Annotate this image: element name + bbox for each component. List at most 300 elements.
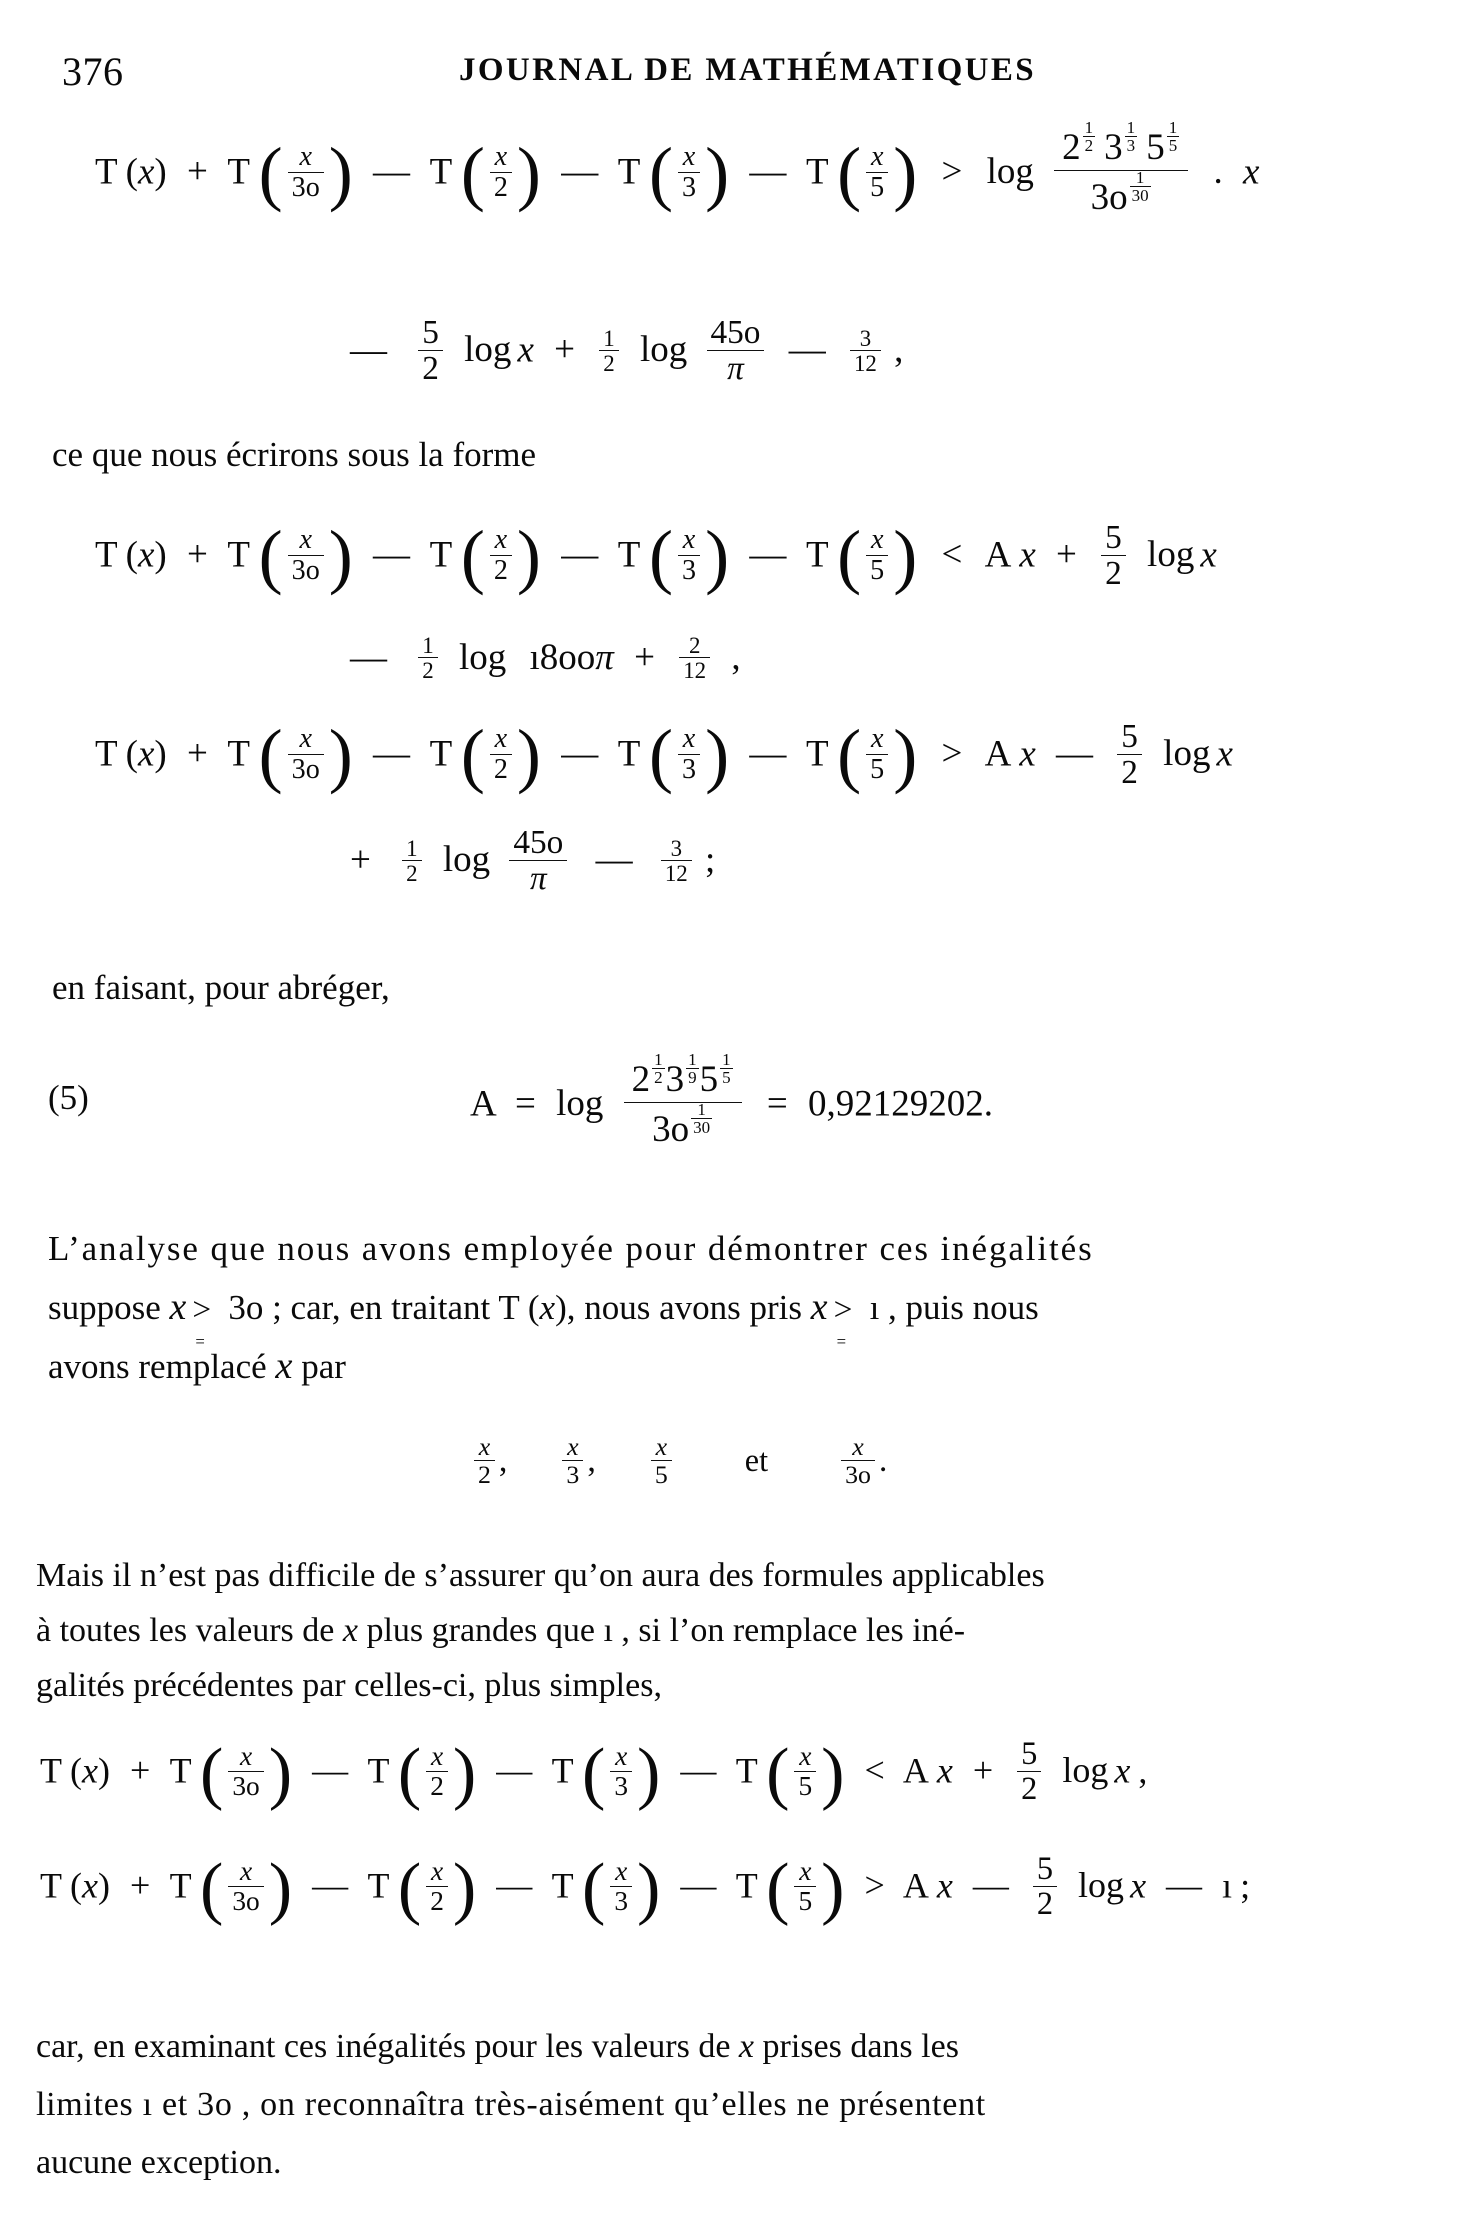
paren-right: ) xyxy=(268,1848,293,1927)
eq1-frac-x30 xyxy=(258,133,353,214)
eq7-T3: T xyxy=(367,1865,389,1906)
eq2-log: log xyxy=(1147,534,1195,576)
comma-1: , xyxy=(498,1442,508,1480)
paragraph-line: Mais il n’est pas difficile de s’assurer qu’on aura des formules applicables xyxy=(36,1557,1045,1594)
eq3-T3: T xyxy=(429,733,452,775)
eq1b-frac-1-2 xyxy=(599,327,618,376)
eq1b-log1: log xyxy=(464,329,512,371)
eq7-relation-gt: > xyxy=(864,1865,885,1906)
eq7-T5: T xyxy=(735,1865,758,1906)
eq3-relation-gt: > xyxy=(941,733,963,775)
exp-den: 5 xyxy=(722,1068,731,1088)
exp-den: 5 xyxy=(1168,136,1178,156)
numerator-5: 5 xyxy=(1121,718,1138,755)
denominator-5: 5 xyxy=(866,172,888,203)
paren-left: ( xyxy=(258,133,283,214)
paren-left: ( xyxy=(258,516,283,597)
denominator-5: 5 xyxy=(651,1460,672,1488)
eq7-T2: T xyxy=(169,1865,191,1906)
eq7-minus4: — xyxy=(972,1865,1009,1906)
exp-num: 1 xyxy=(722,1049,731,1069)
eq6-logx: x xyxy=(1114,1750,1131,1791)
exp-num: 1 xyxy=(1135,167,1145,187)
eq1b-frac-3-12 xyxy=(850,327,881,376)
text-run: ı , puis nous xyxy=(869,1288,1039,1327)
eq3-x: x xyxy=(137,733,155,775)
inline-x: x xyxy=(810,1286,828,1328)
denominator-2: 2 xyxy=(490,555,512,586)
frac-x-3 xyxy=(562,1434,583,1489)
base-2: 2 xyxy=(1062,127,1081,169)
eq1-frac-x2 xyxy=(460,133,541,214)
denominator-30: 3o xyxy=(228,1886,263,1916)
eq1-multiplication-dot: . xyxy=(1213,151,1223,193)
paren-left: ( xyxy=(648,715,673,796)
eq1-frac-x3 xyxy=(648,133,730,214)
eq1-T4: T xyxy=(617,151,640,193)
eq6-frac-x30 xyxy=(200,1733,293,1812)
exp-num: 1 xyxy=(1126,117,1136,137)
eq7-rparen: ) xyxy=(97,1865,110,1906)
eq1-plus: + xyxy=(186,151,208,193)
paragraph-line: galités précédentes par celles-ci, plus simples, xyxy=(36,1667,662,1704)
text-ce-que-nous-ecrirons: ce que nous écrirons sous la forme xyxy=(52,435,537,474)
eq3-log: log xyxy=(1163,733,1211,775)
eq1-T: T xyxy=(95,151,118,193)
eq6-frac-5-2 xyxy=(1017,1738,1041,1806)
eq6-relation-lt: < xyxy=(864,1750,885,1791)
paren-right: ) xyxy=(893,133,918,214)
eq2-logx: x xyxy=(1200,534,1217,576)
greater-or-equal-sign xyxy=(833,1291,864,1352)
eq2b-minus: — xyxy=(350,636,387,678)
eq6-rparen: ) xyxy=(97,1750,110,1791)
paren-left: ( xyxy=(397,1848,422,1927)
eq5-equals-2: = xyxy=(766,1083,788,1125)
denominator-5: 5 xyxy=(794,1771,816,1801)
paren-right: ) xyxy=(516,715,541,796)
paren-left: ( xyxy=(648,516,673,597)
numerator-x: x xyxy=(239,1741,253,1772)
eq3-rhs-x: x xyxy=(1019,733,1036,775)
eq3-T2: T xyxy=(227,733,250,775)
denominator-2: 2 xyxy=(490,172,512,203)
eq2-A: A xyxy=(984,534,1012,576)
numerator-3: 3 xyxy=(859,325,872,351)
denominator-2: 2 xyxy=(1101,555,1126,591)
exp-den: 3 xyxy=(1126,136,1136,156)
eq1-minus1: — xyxy=(373,151,411,193)
numerator-x: x xyxy=(799,1741,812,1772)
eq3b-frac-450-pi xyxy=(509,826,567,896)
text-run: avons remplacé xyxy=(48,1347,276,1386)
eq3b-semicolon: ; xyxy=(705,839,716,881)
denominator-5: 5 xyxy=(794,1886,816,1916)
eq3b-plus: + xyxy=(350,839,371,881)
denominator-12: 12 xyxy=(679,657,710,682)
eq1-relation-gt: > xyxy=(941,151,963,193)
log-denominator xyxy=(624,1099,742,1150)
eq7-minus1: — xyxy=(312,1865,349,1906)
paragraph-line xyxy=(36,2018,1436,2076)
equation-1-line-1 xyxy=(95,117,1260,222)
denominator-3: 3 xyxy=(610,1771,632,1801)
equation-7 xyxy=(40,1848,1251,1927)
eq3b-log: log xyxy=(442,839,491,881)
frac-x-5 xyxy=(651,1434,672,1489)
eq1-log-argument xyxy=(1054,117,1188,218)
eq3-logx: x xyxy=(1216,733,1233,775)
eq5-log-argument xyxy=(624,1049,742,1150)
eq5-value: 0,92129202. xyxy=(808,1083,994,1125)
eq7-x: x xyxy=(82,1865,98,1906)
paragraph-line: aucune exception. xyxy=(36,2144,282,2181)
numerator-1: 1 xyxy=(422,633,434,658)
eq6-T3: T xyxy=(367,1750,389,1791)
running-title: JOURNAL DE MATHÉMATIQUES xyxy=(458,52,1037,88)
paragraph-line xyxy=(48,1278,1428,1352)
eq1-rparen: ) xyxy=(154,151,167,193)
eq2-lparen: ( xyxy=(125,534,138,576)
denominator-30: 3o xyxy=(841,1460,875,1488)
eq1b-plus: + xyxy=(554,329,575,371)
paren-right: ) xyxy=(516,516,541,597)
running-head xyxy=(0,48,1465,102)
numerator-5: 5 xyxy=(1105,519,1122,556)
eq7-frac-x3 xyxy=(581,1848,661,1927)
numerator-x: x xyxy=(615,1856,628,1887)
eq1b-frac-450-pi xyxy=(707,316,765,386)
numerator-x: x xyxy=(852,1432,864,1461)
equation-1-line-2 xyxy=(350,314,904,388)
eq3-frac-x30 xyxy=(258,715,353,796)
eq5-log: log xyxy=(556,1083,604,1125)
eq2-x: x xyxy=(137,534,155,576)
text-run: à toutes les valeurs de xyxy=(36,1612,343,1649)
numerator-3: 3 xyxy=(670,835,683,861)
eq3-minus4: — xyxy=(1056,733,1094,775)
eq2b-pi: π xyxy=(595,636,614,678)
paragraph-car-en-examinant xyxy=(36,2018,1436,2192)
eq3-frac-x2 xyxy=(460,715,541,796)
eq-glyph: = xyxy=(836,1332,847,1352)
denominator-30: 3o xyxy=(288,754,324,785)
denominator-3: 3 xyxy=(678,555,700,586)
base-30: 3o xyxy=(1090,177,1128,218)
eq6-comma: , xyxy=(1138,1750,1148,1791)
paren-left: ( xyxy=(258,715,283,796)
paren-right: ) xyxy=(705,133,730,214)
eq3-plus: + xyxy=(186,733,208,775)
paren-left: ( xyxy=(200,1733,224,1812)
equation-number-5: (5) xyxy=(48,1078,89,1117)
eq2-rhs-x: x xyxy=(1019,534,1036,576)
eq6-T2: T xyxy=(169,1750,191,1791)
inline-x: x xyxy=(342,1612,358,1649)
denominator-pi: π xyxy=(509,860,567,896)
eq5-equals-1: = xyxy=(514,1083,536,1125)
eq1-T5: T xyxy=(805,151,828,193)
inline-x: x xyxy=(539,1288,556,1327)
eq7-minus5: — xyxy=(1166,1865,1203,1906)
eq2-relation-lt: < xyxy=(941,534,963,576)
equation-3-line-2 xyxy=(350,824,716,898)
denominator-12: 12 xyxy=(661,860,692,885)
eq3-lparen: ( xyxy=(125,733,138,775)
numerator-x: x xyxy=(799,1856,812,1887)
numerator-1: 1 xyxy=(603,325,615,351)
paren-left: ( xyxy=(460,133,485,214)
eq3-minus1: — xyxy=(373,733,411,775)
eq1-T3: T xyxy=(429,151,452,193)
log-numerator xyxy=(624,1049,742,1102)
equation-5 xyxy=(470,1049,994,1154)
numerator-x: x xyxy=(494,524,508,556)
numerator-x: x xyxy=(299,723,312,755)
eq1-rhs-x: x xyxy=(1242,151,1260,193)
eq1b-minus2: — xyxy=(788,329,826,371)
exp-den: 2 xyxy=(654,1068,663,1088)
eq2-frac-5-2 xyxy=(1101,521,1126,591)
eq6-T: T xyxy=(40,1750,62,1791)
exp-num: 1 xyxy=(697,1099,706,1119)
numerator-x: x xyxy=(430,1741,444,1772)
denominator-3: 3 xyxy=(678,172,700,203)
denominator-30: 3o xyxy=(228,1771,263,1801)
denominator-3: 3 xyxy=(610,1886,632,1916)
eq1b-minus1: — xyxy=(350,329,387,371)
numerator-x: x xyxy=(870,723,884,755)
log-denominator xyxy=(1054,167,1188,218)
paren-left: ( xyxy=(837,133,862,214)
denominator-5: 5 xyxy=(866,555,888,586)
eq7-A: A xyxy=(902,1865,929,1906)
text-run: car, en examinant ces inégalités pour les valeurs de xyxy=(36,2028,739,2065)
numerator-5: 5 xyxy=(1036,1851,1054,1887)
numerator-x: x xyxy=(615,1741,628,1772)
text-run: par xyxy=(292,1347,346,1386)
paren-left: ( xyxy=(766,1848,790,1927)
eq6-plus2: + xyxy=(972,1750,994,1791)
eq6-rhs-x: x xyxy=(936,1750,953,1791)
exp-den: 2 xyxy=(1084,136,1094,156)
eq2-T: T xyxy=(95,534,118,576)
equation-3-line-1 xyxy=(95,715,1233,796)
paren-left: ( xyxy=(397,1733,422,1812)
exp-num: 1 xyxy=(1084,117,1094,137)
eq1b-log2: log xyxy=(639,329,688,371)
eq3-rparen: ) xyxy=(154,733,167,775)
eq1-lparen: ( xyxy=(125,151,138,193)
eq3-T4: T xyxy=(617,733,640,775)
paragraph-mais-il-nest-pas xyxy=(36,1548,1436,1713)
numerator-x: x xyxy=(430,1856,444,1887)
eq1-minus2: — xyxy=(561,151,599,193)
paren-right: ) xyxy=(893,516,918,597)
eq7-semicolon: ; xyxy=(1240,1865,1251,1906)
eq3b-minus: — xyxy=(595,839,633,881)
text-run: ), nous avons pris xyxy=(555,1288,811,1327)
eq3-minus2: — xyxy=(561,733,599,775)
eq1b-comma: , xyxy=(894,329,904,371)
text-en-faisant: en faisant, pour abréger, xyxy=(52,968,390,1007)
eq2b-1800: ı8oo xyxy=(529,636,596,678)
denominator-2: 2 xyxy=(402,860,421,885)
eq7-logx: x xyxy=(1130,1865,1147,1906)
frac-x-2 xyxy=(474,1434,495,1489)
eq2-frac-x3 xyxy=(648,516,730,597)
eq2b-comma: , xyxy=(731,636,741,678)
exp-den: 9 xyxy=(688,1068,697,1088)
eq2-T4: T xyxy=(617,534,640,576)
paren-left: ( xyxy=(837,715,862,796)
base-5: 5 xyxy=(699,1059,719,1101)
numerator-1: 1 xyxy=(406,835,418,861)
paragraph-analyse xyxy=(48,1220,1428,1396)
paragraph-line xyxy=(48,1337,1428,1396)
paren-right: ) xyxy=(328,516,353,597)
paren-right: ) xyxy=(821,1848,845,1927)
paren-left: ( xyxy=(460,715,485,796)
eq2-minus3: — xyxy=(749,534,787,576)
eq2-plus2: + xyxy=(1056,534,1077,576)
eq7-log: log xyxy=(1078,1865,1125,1906)
eq2-frac-x30 xyxy=(258,516,353,597)
frac-x-30 xyxy=(841,1434,875,1489)
eq6-lparen: ( xyxy=(70,1750,82,1791)
eq2-plus: + xyxy=(186,534,208,576)
eq3-frac-x3 xyxy=(648,715,730,796)
eq7-frac-5-2 xyxy=(1033,1853,1057,1921)
paren-right: ) xyxy=(705,715,730,796)
eq3-minus3: — xyxy=(749,733,787,775)
numerator-x: x xyxy=(494,141,508,173)
paragraph-line: limites ı et 3o , on reconnaîtra très-aisément qu’elles ne présentent xyxy=(36,2086,986,2123)
eq1-log: log xyxy=(986,151,1034,193)
eq7-plus: + xyxy=(129,1865,151,1906)
numerator-x: x xyxy=(682,141,696,173)
equation-2-line-1 xyxy=(95,516,1217,597)
eq6-x: x xyxy=(82,1750,98,1791)
paren-right: ) xyxy=(705,516,730,597)
eq2-frac-x2 xyxy=(460,516,541,597)
paragraph-line xyxy=(36,1603,1436,1658)
eq6-T5: T xyxy=(735,1750,758,1791)
eq2b-frac-2-12 xyxy=(679,634,710,683)
eq1-T2: T xyxy=(227,151,250,193)
eq6-A: A xyxy=(902,1750,929,1791)
paren-right: ) xyxy=(516,133,541,214)
paren-right: ) xyxy=(268,1733,293,1812)
numerator-x: x xyxy=(682,524,696,556)
base-3: 3 xyxy=(1104,127,1123,169)
paren-right: ) xyxy=(637,1733,661,1812)
eq2-minus2: — xyxy=(561,534,599,576)
eq3-frac-x5 xyxy=(837,715,918,796)
equation-6 xyxy=(40,1733,1148,1812)
exp-den: 30 xyxy=(693,1118,711,1138)
numerator-x: x xyxy=(299,141,312,173)
eq7-T4: T xyxy=(551,1865,573,1906)
paren-right: ) xyxy=(452,1733,477,1812)
numerator-x: x xyxy=(567,1432,579,1461)
eq1-minus3: — xyxy=(749,151,787,193)
denominator-2: 2 xyxy=(474,1460,495,1488)
numerator-x: x xyxy=(655,1432,668,1461)
fraction-list xyxy=(470,1432,888,1491)
equation-2-line-2 xyxy=(350,633,741,685)
paren-right: ) xyxy=(821,1733,845,1812)
exp-num: 1 xyxy=(654,1049,663,1069)
denominator-2: 2 xyxy=(418,657,437,682)
paren-left: ( xyxy=(581,1733,606,1812)
eq-glyph: = xyxy=(195,1332,205,1352)
inline-x: x xyxy=(169,1286,187,1328)
conjunction-et: et xyxy=(744,1442,769,1479)
exp-num: 1 xyxy=(1168,117,1178,137)
period: . xyxy=(878,1442,888,1480)
denominator-5: 5 xyxy=(866,754,888,785)
denominator-2: 2 xyxy=(599,350,618,375)
paren-right: ) xyxy=(637,1848,661,1927)
eq6-frac-x2 xyxy=(397,1733,477,1812)
eq2-frac-x5 xyxy=(837,516,918,597)
eq3-T5: T xyxy=(805,733,828,775)
eq2-minus1: — xyxy=(373,534,411,576)
numerator-x: x xyxy=(870,141,884,173)
numerator-450: 45o xyxy=(710,314,761,351)
exp-num: 1 xyxy=(688,1049,697,1069)
eq2b-frac-1-2 xyxy=(418,634,437,683)
eq7-lparen: ( xyxy=(70,1865,82,1906)
page-folio: 376 xyxy=(62,49,124,94)
eq7-one: ı xyxy=(1222,1865,1233,1906)
eq6-minus1: — xyxy=(312,1750,349,1791)
numerator-2: 2 xyxy=(688,633,701,658)
eq5-A: A xyxy=(470,1083,495,1125)
denominator-3: 3 xyxy=(678,754,700,785)
numerator-450: 45o xyxy=(513,824,564,861)
eq7-minus3: — xyxy=(680,1865,717,1906)
numerator-5: 5 xyxy=(1021,1736,1038,1772)
paragraph-line: L’analyse que nous avons employée pour démontrer ces inégalités xyxy=(48,1229,1094,1268)
denominator-2: 2 xyxy=(490,754,512,785)
eq3-A: A xyxy=(984,733,1012,775)
eq2-rparen: ) xyxy=(154,534,167,576)
numerator-x: x xyxy=(239,1856,253,1887)
eq7-minus2: — xyxy=(496,1865,533,1906)
denominator-2: 2 xyxy=(418,350,443,386)
eq7-T: T xyxy=(40,1865,62,1906)
denominator-30: 3o xyxy=(288,555,324,586)
numerator-x: x xyxy=(299,524,312,556)
paren-left: ( xyxy=(766,1733,790,1812)
paren-right: ) xyxy=(893,715,918,796)
eq3b-frac-1-2 xyxy=(402,837,421,886)
eq6-T4: T xyxy=(551,1750,573,1791)
denominator-3: 3 xyxy=(562,1460,583,1488)
comma-2: , xyxy=(587,1442,596,1480)
eq6-minus3: — xyxy=(680,1750,717,1791)
eq2b-plus: + xyxy=(634,636,655,678)
denominator-2: 2 xyxy=(1017,1771,1041,1806)
gt-glyph: > xyxy=(833,1291,853,1329)
base-30: 3o xyxy=(652,1109,690,1150)
numerator-x: x xyxy=(494,723,508,755)
denominator-2: 2 xyxy=(426,1771,448,1801)
text-run: 3o ; car, en traitant T ( xyxy=(228,1288,540,1327)
eq2-T5: T xyxy=(805,534,828,576)
